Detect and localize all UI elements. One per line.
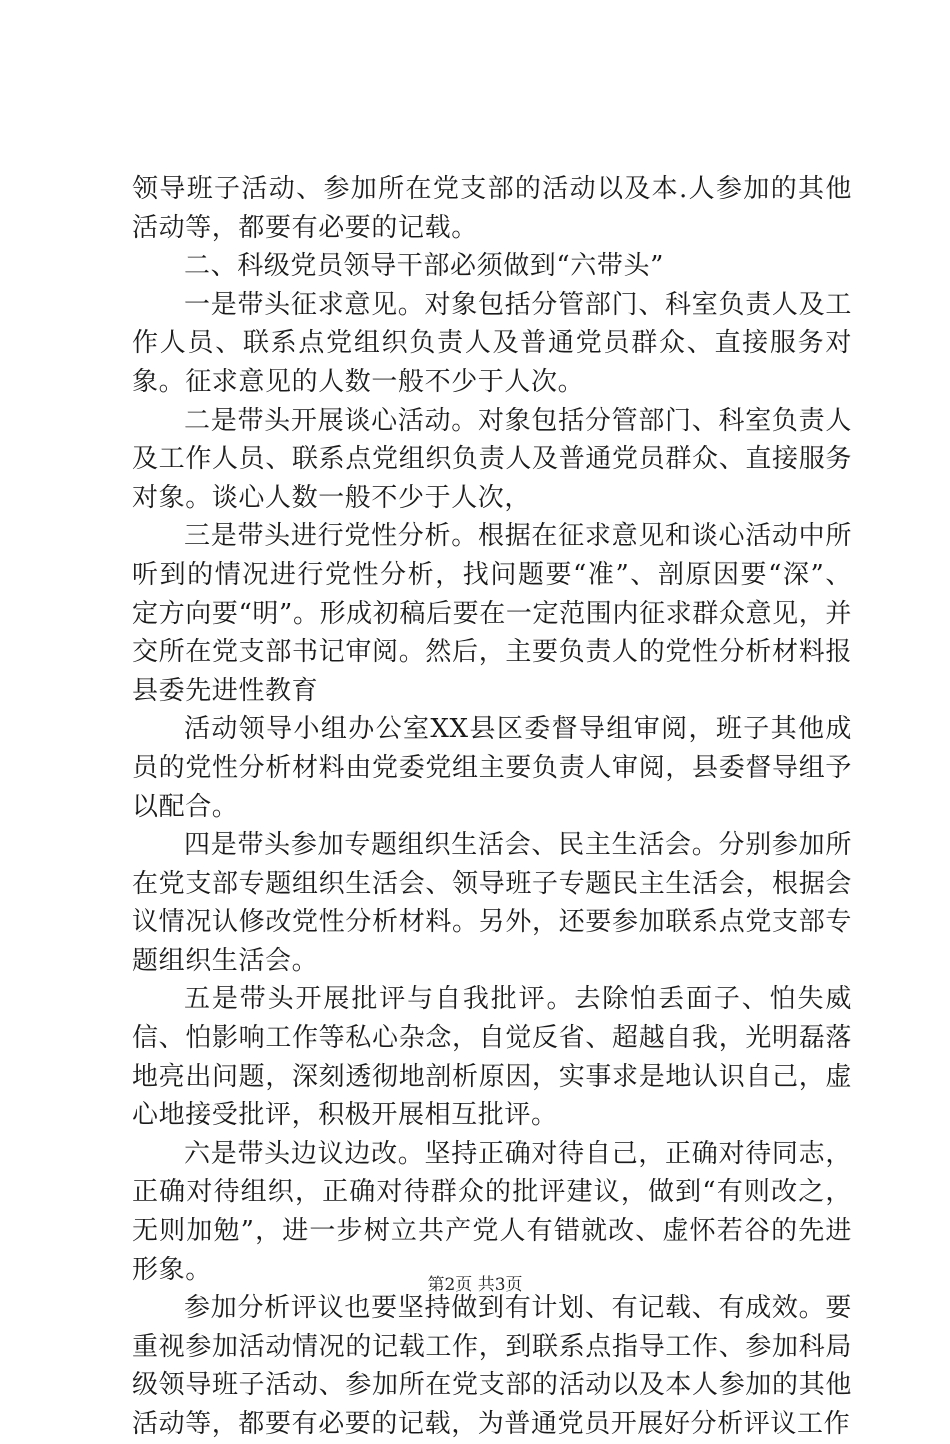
section-heading: 二、科级党员领导干部必须做到“六带头” [184,251,664,282]
paragraph-1: 领导班子活动、参加所在党支部的活动以及本.人参加的其他活动等，都要有必要的记载。 [132,174,852,243]
paragraph-5: 三是带头进行党性分析。根据在征求意见和谈心活动中所听到的情况进行党性分析，找问题要“准”、剖原因要“深”、定方向要“明”。形成初稿后要在一定范围内征求群众意见，并交所在党支部书记审阅。然后，主要负责人的党性分析材料报县委先进性教育 [132,521,852,706]
page-number: 第2页 共3页 [427,1275,523,1295]
document-body [132,170,852,1444]
paragraph-6: 活动领导小组办公室XX县区委督导组审阅，班子其他成员的党性分析材料由党委党组主要负责人审阅，县委督导组予以配合。 [132,714,852,822]
paragraph-7: 四是带头参加专题组织生活会、民主生活会。分别参加所在党支部专题组织生活会、领导班子专题民主生活会，根据会议情况认修改党性分析材料。另外，还要参加联系点党支部专题组织生活会。 [132,830,852,976]
paragraph-8: 五是带头开展批评与自我批评。去除怕丢面子、怕失威信、怕影响工作等私心杂念，自觉反省、超越自我，光明磊落地亮出问题，深刻透彻地剖析原因，实事求是地认识自己，虚心地接受批评，积极开展相互批评。 [132,984,852,1131]
paragraph-4: 二是带头开展谈心活动。对象包括分管部门、科室负责人及工作人员、联系点党组织负责人及普通党员群众、直接服务对象。谈心人数一般不少于人次， [132,405,852,513]
paragraph-9: 六是带头边议边改。坚持正确对待自己，正确对待同志，正确对待组织，正确对待群众的批评建议，做到“有则改之，无则加勉”，进一步树立共产党人有错就改、虚怀若谷的先进形象。 [132,1138,852,1285]
paragraph-3: 一是带头征求意见。对象包括分管部门、科室负责人及工作人员、联系点党组织负责人及普通党员群众、直接服务对象。征求意见的人数一般不少于人次。 [132,289,852,397]
paragraph-10: 参加分析评议也要坚持做到有计划、有记载、有成效。要重视参加活动情况的记载工作，到联系点指导工作、参加科局级领导班子活动、参加所在党支部的活动以及本人参加的其他活动等，都要有必要的记载，为普通党员开展好分析评议工作 [132,1293,852,1439]
